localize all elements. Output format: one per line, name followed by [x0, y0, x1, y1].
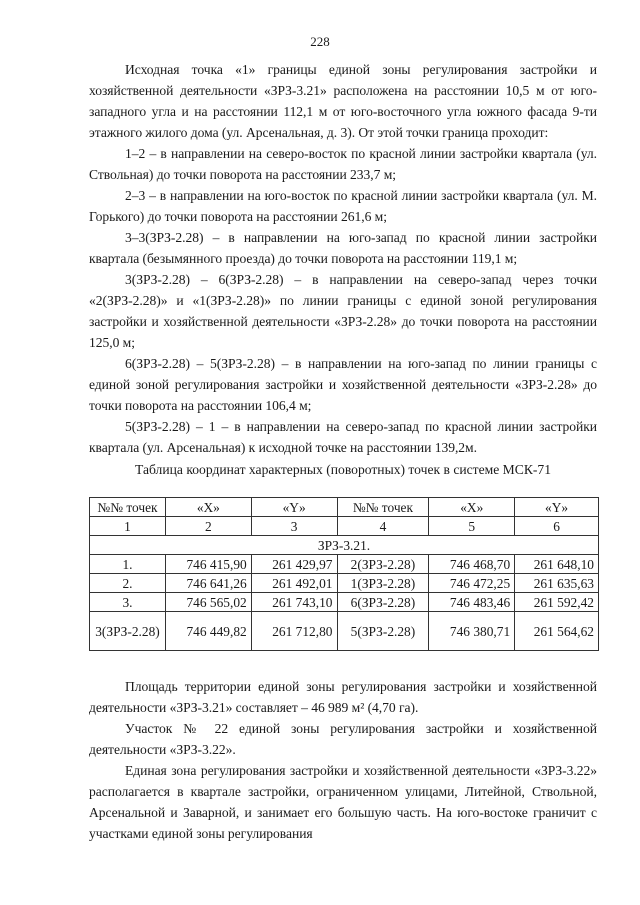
paragraph-segment-6zrz-5zrz: 6(ЗРЗ-2.28) – 5(ЗРЗ-2.28) – в направлении на юго-запад по линии границы с единой зоной регулирования застройки и хозяйственной деятельности «ЗРЗ-2.28» до точки поворота на расстоянии 106,4 м;	[89, 356, 597, 413]
table-cell: 6(ЗРЗ-2.28)	[337, 593, 429, 612]
header-y: «Y»	[251, 498, 337, 517]
table-cell: 1(ЗРЗ-2.28)	[337, 574, 429, 593]
table-header-row	[90, 498, 599, 517]
page-number: 228	[310, 34, 330, 49]
table-cell: 261 429,97	[251, 555, 337, 574]
table-cell: 746 449,82	[165, 612, 251, 651]
table-cell: 3.	[90, 593, 166, 612]
coordinates-table	[89, 497, 599, 651]
table-zone-row	[90, 536, 599, 555]
paragraph-area: Площадь территории единой зоны регулирования застройки и хозяйственной деятельности «ЗРЗ-3.21» составляет – 46 989 м² (4,70 га).	[89, 679, 597, 715]
body-text-top	[89, 59, 597, 458]
header-point-number: №№ точек	[337, 498, 429, 517]
body-text-bottom	[89, 676, 597, 844]
table-row	[90, 555, 599, 574]
zone-label: ЗРЗ-3.21.	[90, 536, 599, 555]
table-row	[90, 574, 599, 593]
header-y: «Y»	[515, 498, 599, 517]
column-number: 3	[251, 517, 337, 536]
column-number: 6	[515, 517, 599, 536]
column-number: 5	[429, 517, 515, 536]
table-cell: 746 415,90	[165, 555, 251, 574]
table-cell: 1.	[90, 555, 166, 574]
column-number: 1	[90, 517, 166, 536]
table-cell: 261 564,62	[515, 612, 599, 651]
table-caption: Таблица координат характерных (поворотных) точек в системе МСК-71	[134, 462, 552, 477]
table-cell: 746 380,71	[429, 612, 515, 651]
paragraph-segment-3-3zrz: 3–3(ЗРЗ-2.28) – в направлении на юго-запад по красной линии застройки квартала (безымянного проезда) до точки поворота на расстоянии 119,1 м;	[89, 230, 597, 266]
table-cell: 261 635,63	[515, 574, 599, 593]
paragraph-zrz-3-22-description: Единая зона регулирования застройки и хозяйственной деятельности «ЗРЗ-3.22» располагается в квартале застройки, ограниченном улицами, Литейной, Ствольной, Арсенальной и Заварной, и занимает его большую часть. На юго-востоке граничит с участками единой зоны регулирования	[89, 763, 597, 841]
table-column-numbers-row	[90, 517, 599, 536]
paragraph-segment-2-3: 2–3 – в направлении на юго-восток по красной линии застройки квартала (ул. М. Горького) до точки поворота на расстоянии 261,6 м;	[89, 188, 597, 224]
header-point-number: №№ точек	[90, 498, 166, 517]
table-cell: 746 468,70	[429, 555, 515, 574]
table-row	[90, 612, 599, 651]
table-cell: 261 592,42	[515, 593, 599, 612]
table-cell: 261 492,01	[251, 574, 337, 593]
paragraph-segment-1-2: 1–2 – в направлении на северо-восток по красной линии застройки квартала (ул. Ствольная) до точки поворота на расстоянии 233,7 м;	[89, 146, 597, 182]
column-number: 4	[337, 517, 429, 536]
column-number: 2	[165, 517, 251, 536]
table-cell: 2(ЗРЗ-2.28)	[337, 555, 429, 574]
paragraph-plot-22: Участок № 22 единой зоны регулирования застройки и хозяйственной деятельности «ЗРЗ-3.22».	[89, 721, 597, 757]
paragraph-segment-3zrz-6zrz: 3(ЗРЗ-2.28) – 6(ЗРЗ-2.28) – в направлении на северо-запад через точки «2(ЗРЗ-2.28)» и «1(ЗРЗ-2.28)» по линии границы с единой зоной регулирования застройки и хозяйственной деятельности «ЗРЗ-2.28» до точки поворота на расстоянии 125,0 м;	[89, 272, 597, 350]
header-x: «X»	[429, 498, 515, 517]
paragraph-origin-point: Исходная точка «1» границы единой зоны регулирования застройки и хозяйственной деятельности «ЗРЗ-3.21» расположена на расстоянии 10,5 м от юго-западного угла и на расстоянии 112,1 м от юго-восточного угла южного фасада 9-ти этажного жилого дома (ул. Арсенальная, д. 3). От этой точки граница проходит:	[89, 62, 597, 140]
table-cell: 261 712,80	[251, 612, 337, 651]
table-cell: 746 483,46	[429, 593, 515, 612]
table-cell: 746 472,25	[429, 574, 515, 593]
table-cell: 746 641,26	[165, 574, 251, 593]
table-cell: 746 565,02	[165, 593, 251, 612]
paragraph-segment-5zrz-1: 5(ЗРЗ-2.28) – 1 – в направлении на северо-запад по красной линии застройки квартала (ул. Арсенальная) к исходной точке на расстоянии 139,2м.	[89, 419, 597, 455]
table-cell: 2.	[90, 574, 166, 593]
table-cell: 261 743,10	[251, 593, 337, 612]
table-cell: 261 648,10	[515, 555, 599, 574]
table-cell: 5(ЗРЗ-2.28)	[337, 612, 429, 651]
table-cell: 3(ЗРЗ-2.28)	[90, 612, 166, 651]
header-x: «X»	[165, 498, 251, 517]
table-row	[90, 593, 599, 612]
